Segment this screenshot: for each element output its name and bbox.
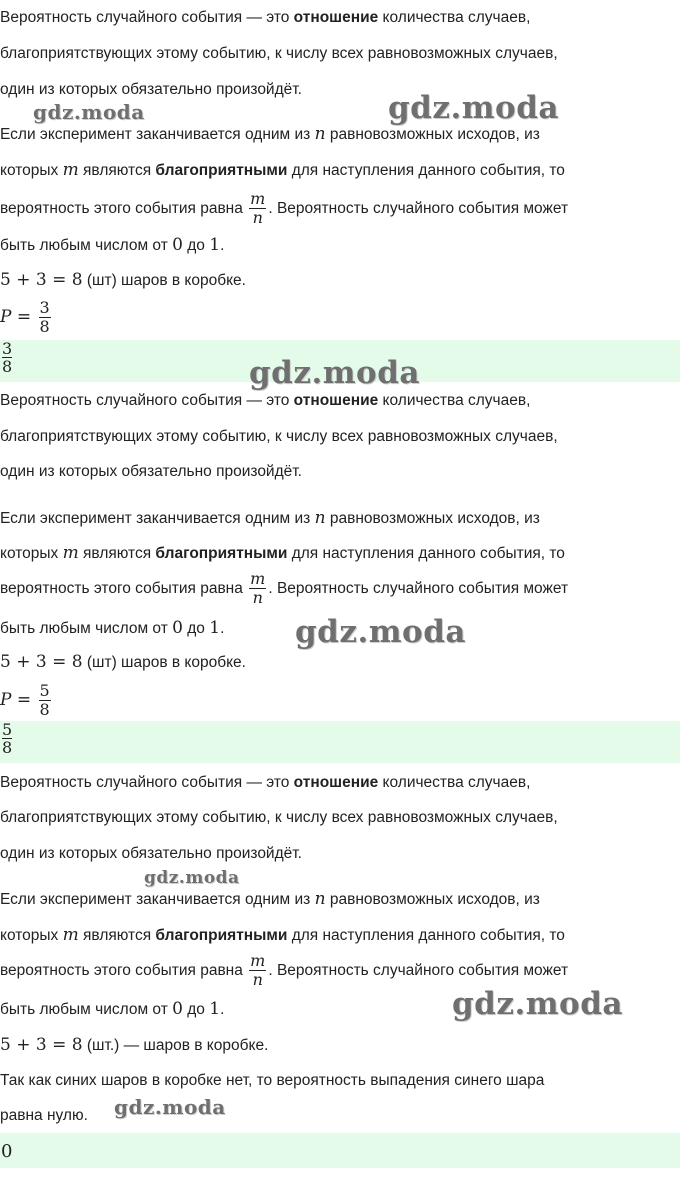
probability-fraction: $\frac{5}{8}$ (39, 681, 50, 720)
probability-formula-fraction: $\frac{m}{n}$ (250, 569, 266, 608)
rule-line-4: быть любым числом от 0 до 1. (0, 235, 225, 255)
calculation-line: 5 + 3 = 8 (шт) шаров в коробке. (0, 652, 246, 672)
rule-line-2: которых m являются благоприятными для наступления данного события, то (0, 160, 565, 180)
probability-fraction: $\frac{3}{8}$ (39, 298, 50, 337)
watermark: gdz.moda (388, 90, 559, 126)
definition-line-1: Вероятность случайного события — это отношение количества случаев, (0, 9, 531, 26)
answer-fraction: 3 8 (2, 340, 13, 376)
rule-line-3: вероятность этого события равна $\frac{m}{n}$ . Вероятность случайного события может (0, 951, 569, 990)
rule-line-3: вероятность этого события равна $\frac{m}{n}$ . Вероятность случайного события может (0, 189, 569, 228)
answer-fraction: 5 8 (2, 721, 13, 757)
definition-line-2: благоприятствующих этому событию, к числу всех равновозможных случаев, (0, 428, 558, 445)
explanation-line-1: Так как синих шаров в коробке нет, то вероятность выпадения синего шара (0, 1072, 545, 1089)
definition-line-3: один из которых обязательно произойдёт. (0, 845, 302, 862)
probability-line: P = $\frac{3}{8}$ (0, 298, 50, 337)
answer-box (0, 721, 680, 763)
answer-box (0, 1133, 680, 1168)
answer-value: 0 (1, 1141, 13, 1162)
explanation-line-2: равна нулю. (0, 1107, 88, 1124)
definition-line-3: один из которых обязательно произойдёт. (0, 463, 302, 480)
probability-formula-fraction: $\frac{m}{n}$ (250, 951, 266, 990)
rule-line-1: Если эксперимент заканчивается одним из n равновозможных исходов, из (0, 508, 540, 528)
watermark: gdz.moda (144, 868, 240, 888)
rule-line-1: Если эксперимент заканчивается одним из n равновозможных исходов, из (0, 889, 540, 909)
rule-line-2: которых m являются благоприятными для наступления данного события, то (0, 543, 565, 563)
rule-line-1: Если эксперимент заканчивается одним из n равновозможных исходов, из (0, 124, 540, 144)
rule-line-4: быть любым числом от 0 до 1. (0, 618, 225, 638)
rule-line-3: вероятность этого события равна $\frac{m}{n}$ . Вероятность случайного события может (0, 569, 569, 608)
watermark: gdz.moda (33, 100, 145, 124)
rule-line-4: быть любым числом от 0 до 1. (0, 999, 225, 1019)
definition-line-2: благоприятствующих этому событию, к числу всех равновозможных случаев, (0, 809, 558, 826)
calculation-line: 5 + 3 = 8 (шт.) — шаров в коробке. (0, 1035, 269, 1055)
definition-line-2: благоприятствующих этому событию, к числу всех равновозможных случаев, (0, 45, 558, 62)
calculation-line: 5 + 3 = 8 (шт) шаров в коробке. (0, 270, 246, 290)
watermark: gdz.moda (295, 614, 466, 650)
definition-line-1: Вероятность случайного события — это отношение количества случаев, (0, 774, 531, 791)
probability-formula-fraction: $\frac{m}{n}$ (250, 189, 266, 228)
definition-line-3: один из которых обязательно произойдёт. (0, 81, 302, 98)
watermark: gdz.moda (249, 355, 420, 391)
rule-line-2: которых m являются благоприятными для наступления данного события, то (0, 925, 565, 945)
definition-line-1: Вероятность случайного события — это отношение количества случаев, (0, 392, 531, 409)
probability-line: P = $\frac{5}{8}$ (0, 681, 50, 720)
watermark: gdz.moda (452, 986, 623, 1022)
watermark: gdz.moda (114, 1095, 226, 1119)
